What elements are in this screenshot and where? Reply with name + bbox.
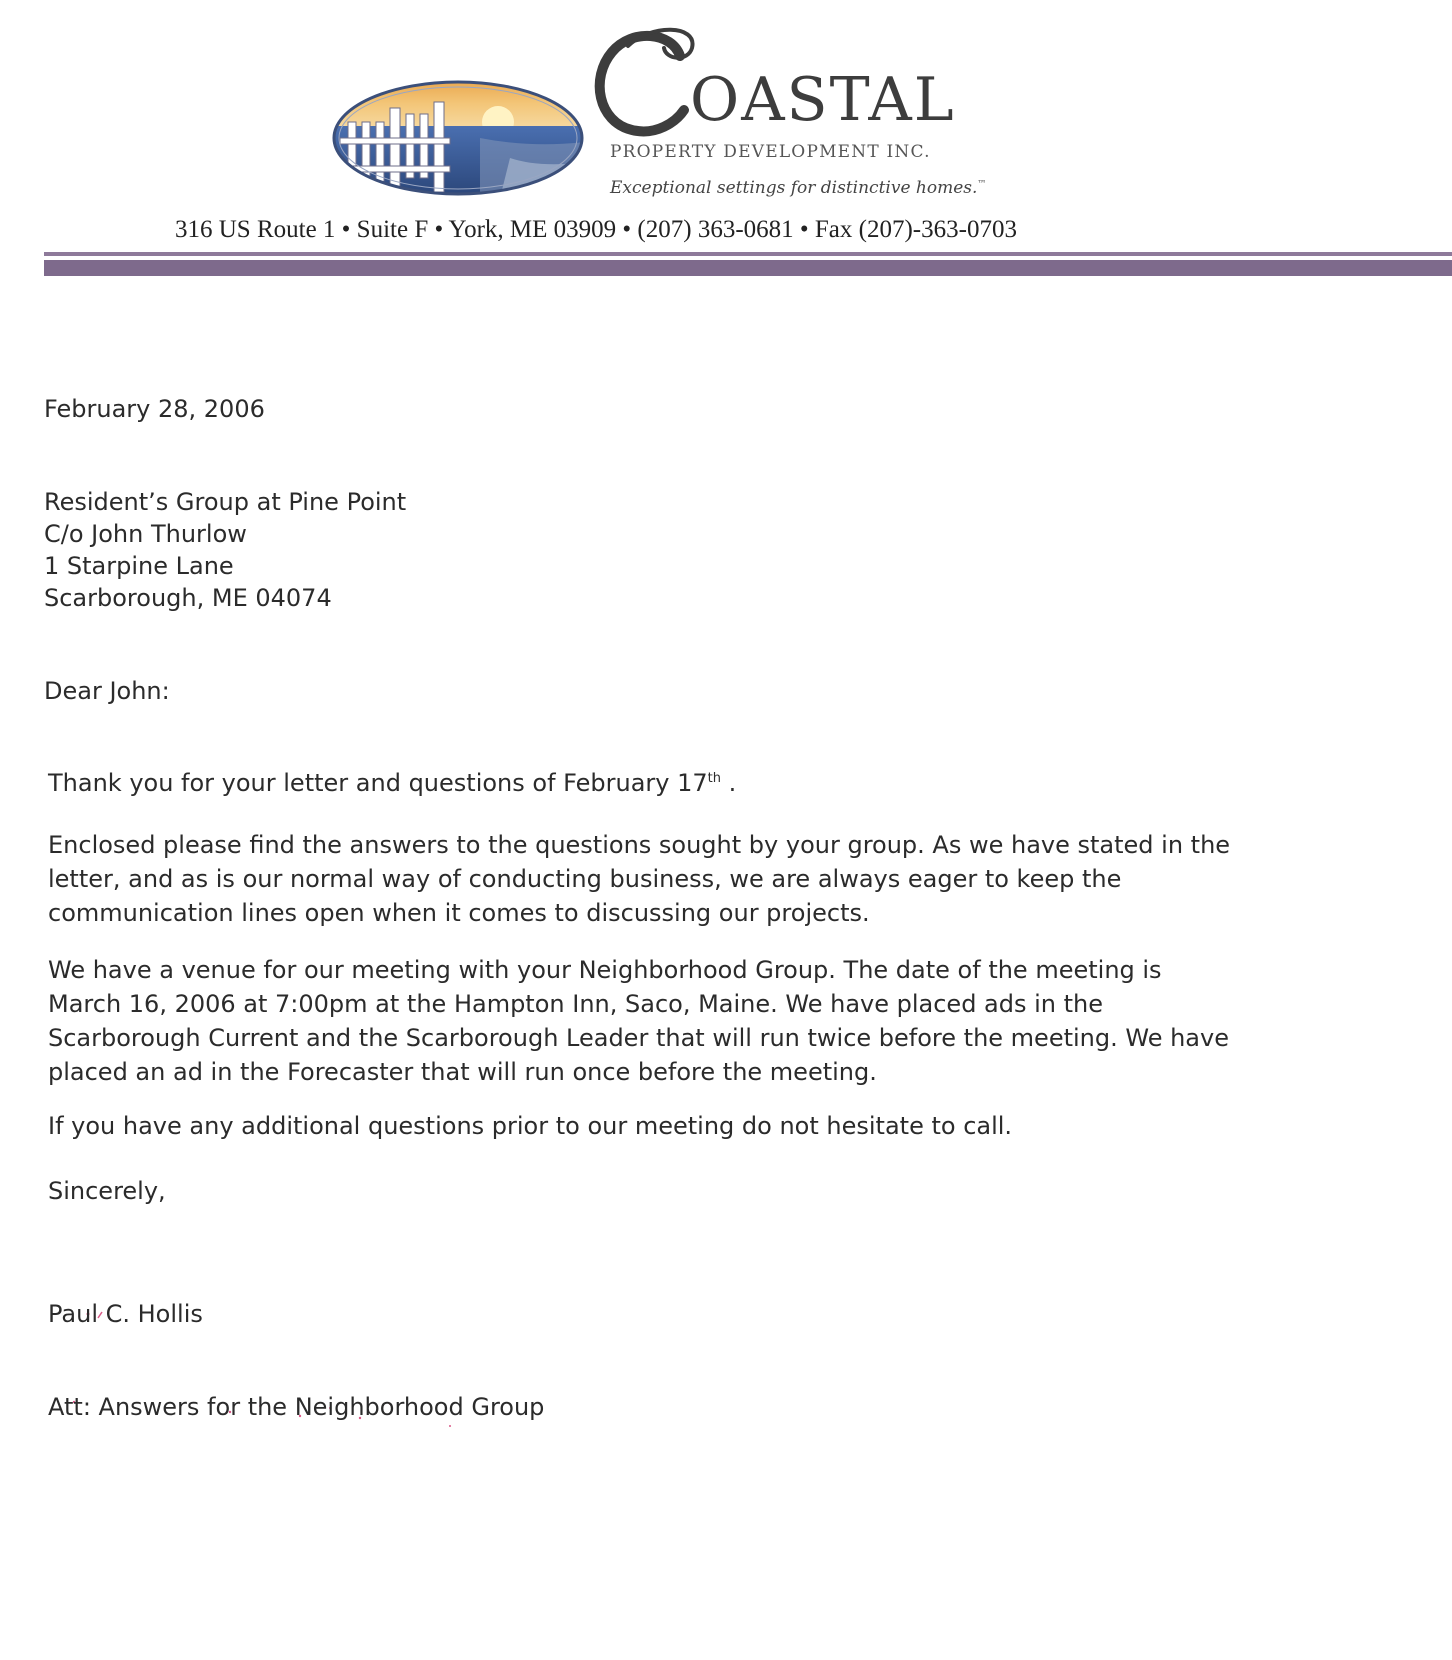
ordinal-suffix: th (707, 771, 722, 786)
letterhead-rule-thin (44, 252, 1452, 256)
paragraph-1 (48, 766, 736, 800)
brand-name: OASTAL (690, 65, 956, 135)
salutation: Dear John: (44, 677, 170, 705)
recipient-line-1: Resident’s Group at Pine Point (44, 488, 407, 516)
brand-tagline (610, 178, 986, 198)
letterhead-rule-thick (44, 260, 1452, 276)
trademark-mark: ™ (977, 179, 987, 190)
brand-c-logo (580, 18, 700, 148)
attachment-note: Att: Answers for the Neighborhood Group (48, 1393, 545, 1421)
paragraph-3-line: We have a venue for our meeting with your Neighborhood Group. The date of the meeting is (48, 956, 1162, 984)
letter-date: February 28, 2006 (44, 395, 265, 423)
paragraph-3-line: placed an ad in the Forecaster that will run once before the meeting. (48, 1058, 877, 1086)
paragraph-3-line: March 16, 2006 at 7:00pm at the Hampton Inn, Saco, Maine. We have placed ads in the (48, 990, 1104, 1018)
paragraph-3 (48, 953, 1229, 1089)
brand-tagline-text: Exceptional settings for distinctive homes. (610, 178, 978, 198)
paragraph-1-text: Thank you for your letter and questions of February 17 (48, 769, 708, 797)
paragraph-4: If you have any additional questions prior to our meeting do not hesitate to call. (48, 1112, 1013, 1140)
signer-name: Paul C. Hollis (48, 1300, 203, 1328)
company-address: 316 US Route 1 • Suite F • York, ME 03909 • (207) 363-0681 • Fax (207)-363-0703 (175, 216, 1017, 243)
paragraph-2-line: Enclosed please find the answers to the questions sought by your group. As we have stated in the (48, 831, 1231, 859)
closing: Sincerely, (48, 1177, 166, 1205)
recipient-line-2: C/o John Thurlow (44, 520, 247, 548)
paragraph-2-line: communication lines open when it comes to discussing our projects. (48, 899, 870, 927)
paragraph-2 (48, 828, 1230, 930)
paragraph-2-line: letter, and as is our normal way of conducting business, we are always eager to keep the (48, 865, 1122, 893)
paragraph-1-end: . (721, 769, 737, 797)
recipient-line-3: 1 Starpine Lane (44, 552, 234, 580)
paragraph-3-line: Scarborough Current and the Scarborough Leader that will run twice before the meeting. We have (48, 1024, 1229, 1052)
sunset-gate-icon (330, 78, 586, 198)
brand-subtitle: PROPERTY DEVELOPMENT INC. (610, 142, 931, 162)
recipient-line-4: Scarborough, ME 04074 (44, 584, 332, 612)
